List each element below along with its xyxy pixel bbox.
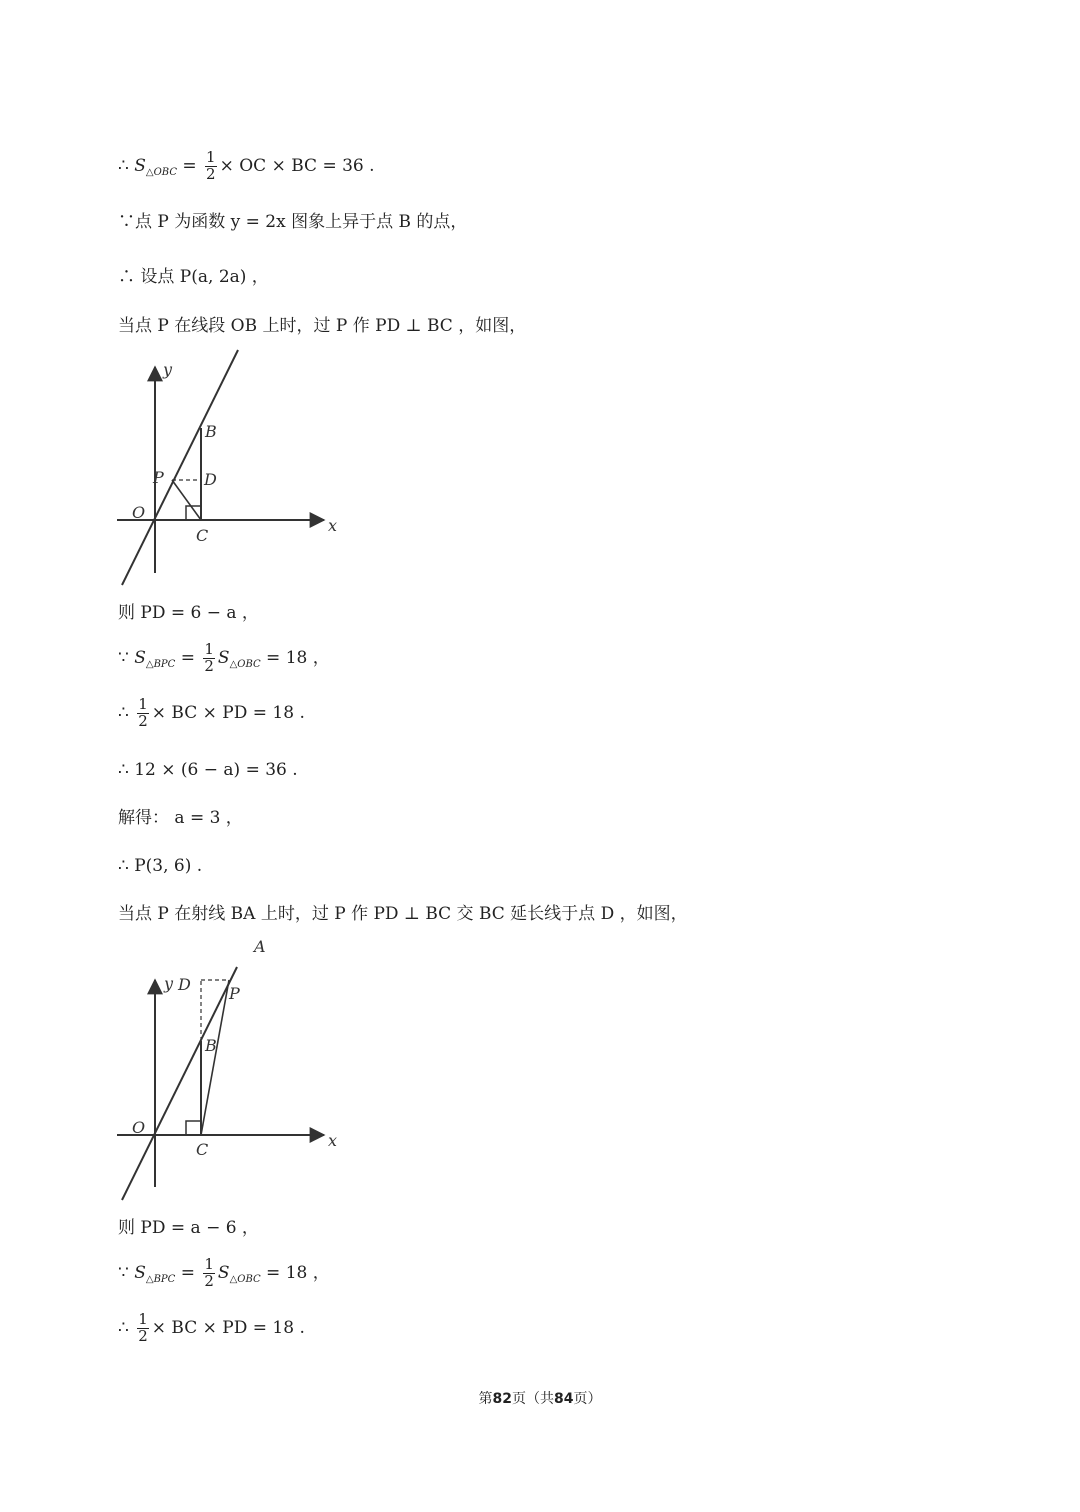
o-label: O bbox=[132, 1118, 146, 1137]
eq-area-bpc-2: ∵ $S_{\triangle BPC}$ = $\frac{1}{2}$ $S_{\triangle OBC} = 18$ ， bbox=[118, 1255, 330, 1290]
eq-half-bc-pd: ∴ $\frac{1}{2}$ × BC × PD = 18 . bbox=[118, 695, 305, 730]
fraction: $\frac{1}{2}$ bbox=[204, 640, 214, 675]
c-label: C bbox=[196, 1140, 209, 1159]
text-line-9: 解得： a = 3 ， bbox=[118, 808, 243, 828]
eq-area-obc: ∴ $S_{\triangle OBC}$ = $\frac{1}{2}$ × OC × BC = 36 . bbox=[118, 148, 375, 183]
page-footer: 第82页（共84页） bbox=[478, 1391, 602, 1407]
text-line-4: 当点 P 在线段 OB 上时，过 P 作 PD ⊥ BC ，如图， bbox=[118, 316, 527, 336]
b-label: B bbox=[205, 422, 217, 441]
o-label: O bbox=[132, 503, 146, 522]
eq-area-bpc: ∵ $S_{\triangle BPC}$ = $\frac{1}{2}$ $S_{\triangle OBC} = 18$ ， bbox=[118, 640, 330, 675]
text-line-2: ∵点 P 为函数 y = 2x 图象上异于点 B 的点， bbox=[118, 212, 468, 232]
fraction: $\frac{1}{2}$ bbox=[138, 695, 148, 730]
right-angle-mark bbox=[186, 1121, 201, 1135]
a-label: A bbox=[254, 937, 266, 956]
line-y-2x bbox=[122, 350, 238, 585]
figure-2 bbox=[112, 935, 352, 1210]
d-label: D bbox=[204, 470, 217, 489]
total-pages: 84 bbox=[554, 1391, 574, 1407]
text-line-8: ∴ 12 × (6 − a) = 36 . bbox=[118, 760, 298, 780]
text-line-10: ∴ P(3, 6) . bbox=[118, 856, 203, 876]
text-line-3: ∴ 设点 P(a, 2a) ， bbox=[118, 267, 269, 287]
line-y-2x bbox=[122, 967, 237, 1200]
text-line-11: 当点 P 在射线 BA 上时，过 P 作 PD ⊥ BC 交 BC 延长线于点 D ，如图， bbox=[118, 904, 688, 924]
p-label: P bbox=[229, 984, 240, 1003]
segment-pc bbox=[201, 980, 229, 1135]
x-label: x bbox=[328, 516, 338, 535]
fraction: $\frac{1}{2}$ bbox=[204, 1255, 214, 1290]
text-line-5: 则 PD = 6 − a ， bbox=[118, 603, 259, 623]
y-label: y bbox=[163, 360, 173, 379]
y-label: y bbox=[164, 974, 174, 993]
b-label: B bbox=[205, 1036, 217, 1055]
d-label: D bbox=[178, 975, 191, 994]
c-label: C bbox=[196, 526, 209, 545]
fraction: $\frac{1}{2}$ bbox=[138, 1310, 148, 1345]
fraction: $\frac{1}{2}$ bbox=[206, 148, 216, 183]
current-page: 82 bbox=[492, 1391, 512, 1407]
figure-1 bbox=[112, 345, 352, 590]
eq-half-bc-pd-2: ∴ $\frac{1}{2}$ × BC × PD = 18 . bbox=[118, 1310, 305, 1345]
p-label: P bbox=[153, 468, 164, 487]
x-label: x bbox=[328, 1131, 338, 1150]
text-line-12: 则 PD = a − 6 ， bbox=[118, 1218, 259, 1238]
